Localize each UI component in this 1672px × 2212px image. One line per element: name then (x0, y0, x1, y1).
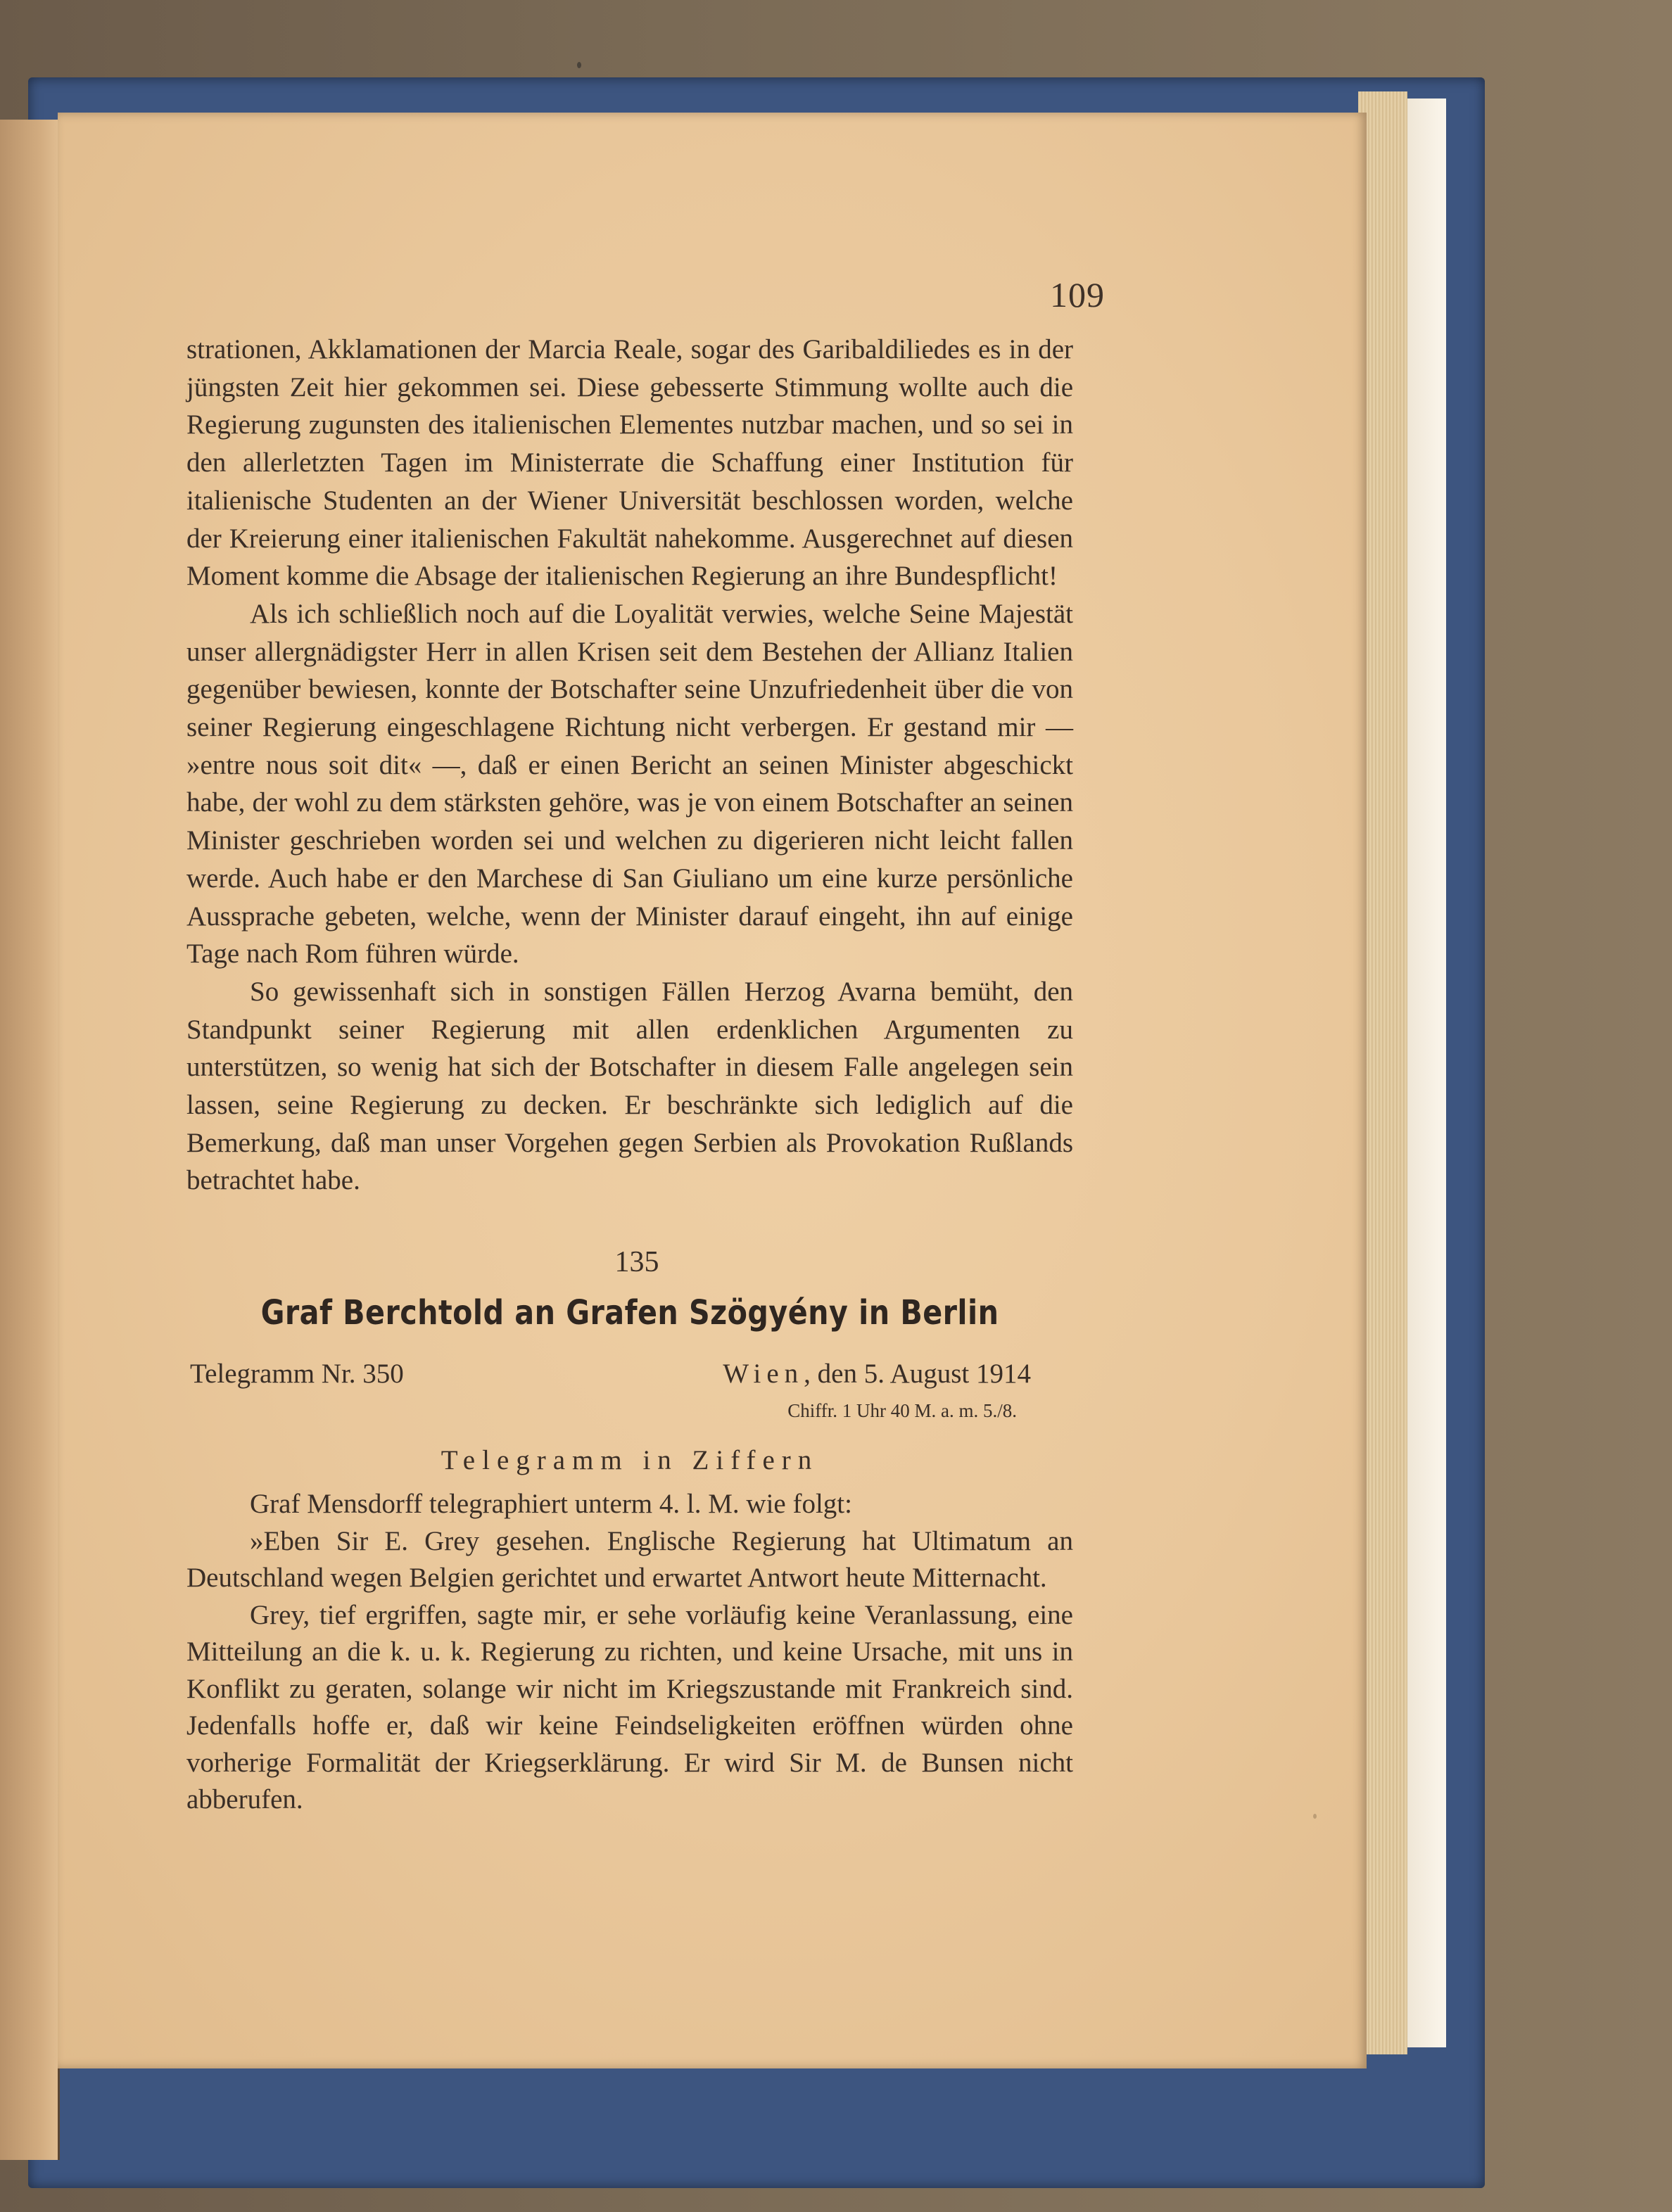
paper-speck (1313, 1814, 1317, 1819)
dust-speck (577, 62, 581, 68)
date-line (637, 1358, 1031, 1390)
cipher-time: Chiffr. 1 Uhr 40 M. a. m. 5./8. (787, 1400, 1017, 1421)
paragraph: »Eben Sir E. Grey gesehen. Englische Regierung hat Ultimatum an Deutschland wegen Belgien gerichtet und erwartet Antwort heute Mitternacht. (186, 1525, 1073, 1593)
paragraph: Grey, tief ergriffen, sagte mir, er sehe vorläufig keine Veranlassung, eine Mitteilung an die k. u. k. Regierung zu richten, und keine Ursache, mit uns in Konflikt zu geraten, solange wir nicht im Kriegszustande mit Frankreich sind. Jedenfalls hoffe er, daß wir keine Feindseligkeiten eröffnen würden ohne vorherige Formalität der Kriegserklärung. Er wird Sir M. de Bunsen nicht abberufen. (186, 1599, 1073, 1814)
page-block-edge-white (1407, 98, 1446, 2047)
paragraph: strationen, Akklamationen der Marcia Reale, sogar des Garibaldiliedes es in der jüngsten Zeit hier gekommen sei. Diese gebesserte Stimmung wollte auch die Regierung zugunsten des italienischen Elementes nutzbar machen, und so sei in den allerletzten Tagen im Ministerrate die Schaffung einer Institution für italienische Studenten an der Wiener Universität beschlossen worden, welche der Kreierung einer italienischen Fakultät nahekomme. Ausgerechnet auf diesen Moment komme die Absage der italienischen Regierung an ihre Bundespflicht! (186, 334, 1073, 592)
document-subtitle: Telegramm in Ziffern (441, 1445, 819, 1475)
document-body-text (186, 1486, 1073, 1819)
page-number: 109 (1050, 275, 1105, 314)
paragraph: Graf Mensdorff telegraphiert unterm 4. l. M. wie folgt: (250, 1489, 852, 1519)
telegram-number: Telegramm Nr. 350 (190, 1359, 404, 1389)
paragraph: Als ich schließlich noch auf die Loyalität verwies, welche Seine Majestät unser allergnädigster Herr in allen Krisen seit dem Bestehen der Allianz Italien gegenüber bewiesen, konnte der Botschafter seine Unzufriedenheit über die von seiner Regierung eingeschlagene Richtung nicht verbergen. Er gestand mir — »entre nous soit dit« —, daß er einen Bericht an seinen Minister abgeschickt habe, der wohl zu dem stärksten gehöre, was je von einem Botschafter an seinen Minister geschrieben worden sei und welchen zu digerieren nicht leicht fallen werde. Auch habe er den Marchese di San Giuliano um eine kurze persönliche Aussprache gebeten, welche, wenn der Minister darauf eingeht, ihn auf einige Tage nach Rom führen würde. (186, 598, 1073, 970)
document-title: Graf Berchtold an Grafen Szögyény in Berlin (260, 1293, 999, 1333)
left-page-edge (0, 120, 60, 2160)
page-body-text (186, 331, 1073, 1200)
date-place: Wien (723, 1359, 804, 1389)
document-number: 135 (614, 1246, 659, 1278)
paragraph: So gewissenhaft sich in sonstigen Fällen Herzog Avarna bemüht, den Standpunkt seiner Regierung mit allen erdenklichen Argumenten zu unterstützen, so wenig hat sich der Botschafter in diesem Falle angelegen sein lassen, seine Regierung zu decken. Er beschränkte sich lediglich auf die Bemerkung, daß man unser Vorgehen gegen Serbien als Provokation Rußlands betrachtet habe. (186, 976, 1073, 1196)
date-rest: , den 5. August 1914 (804, 1359, 1031, 1389)
